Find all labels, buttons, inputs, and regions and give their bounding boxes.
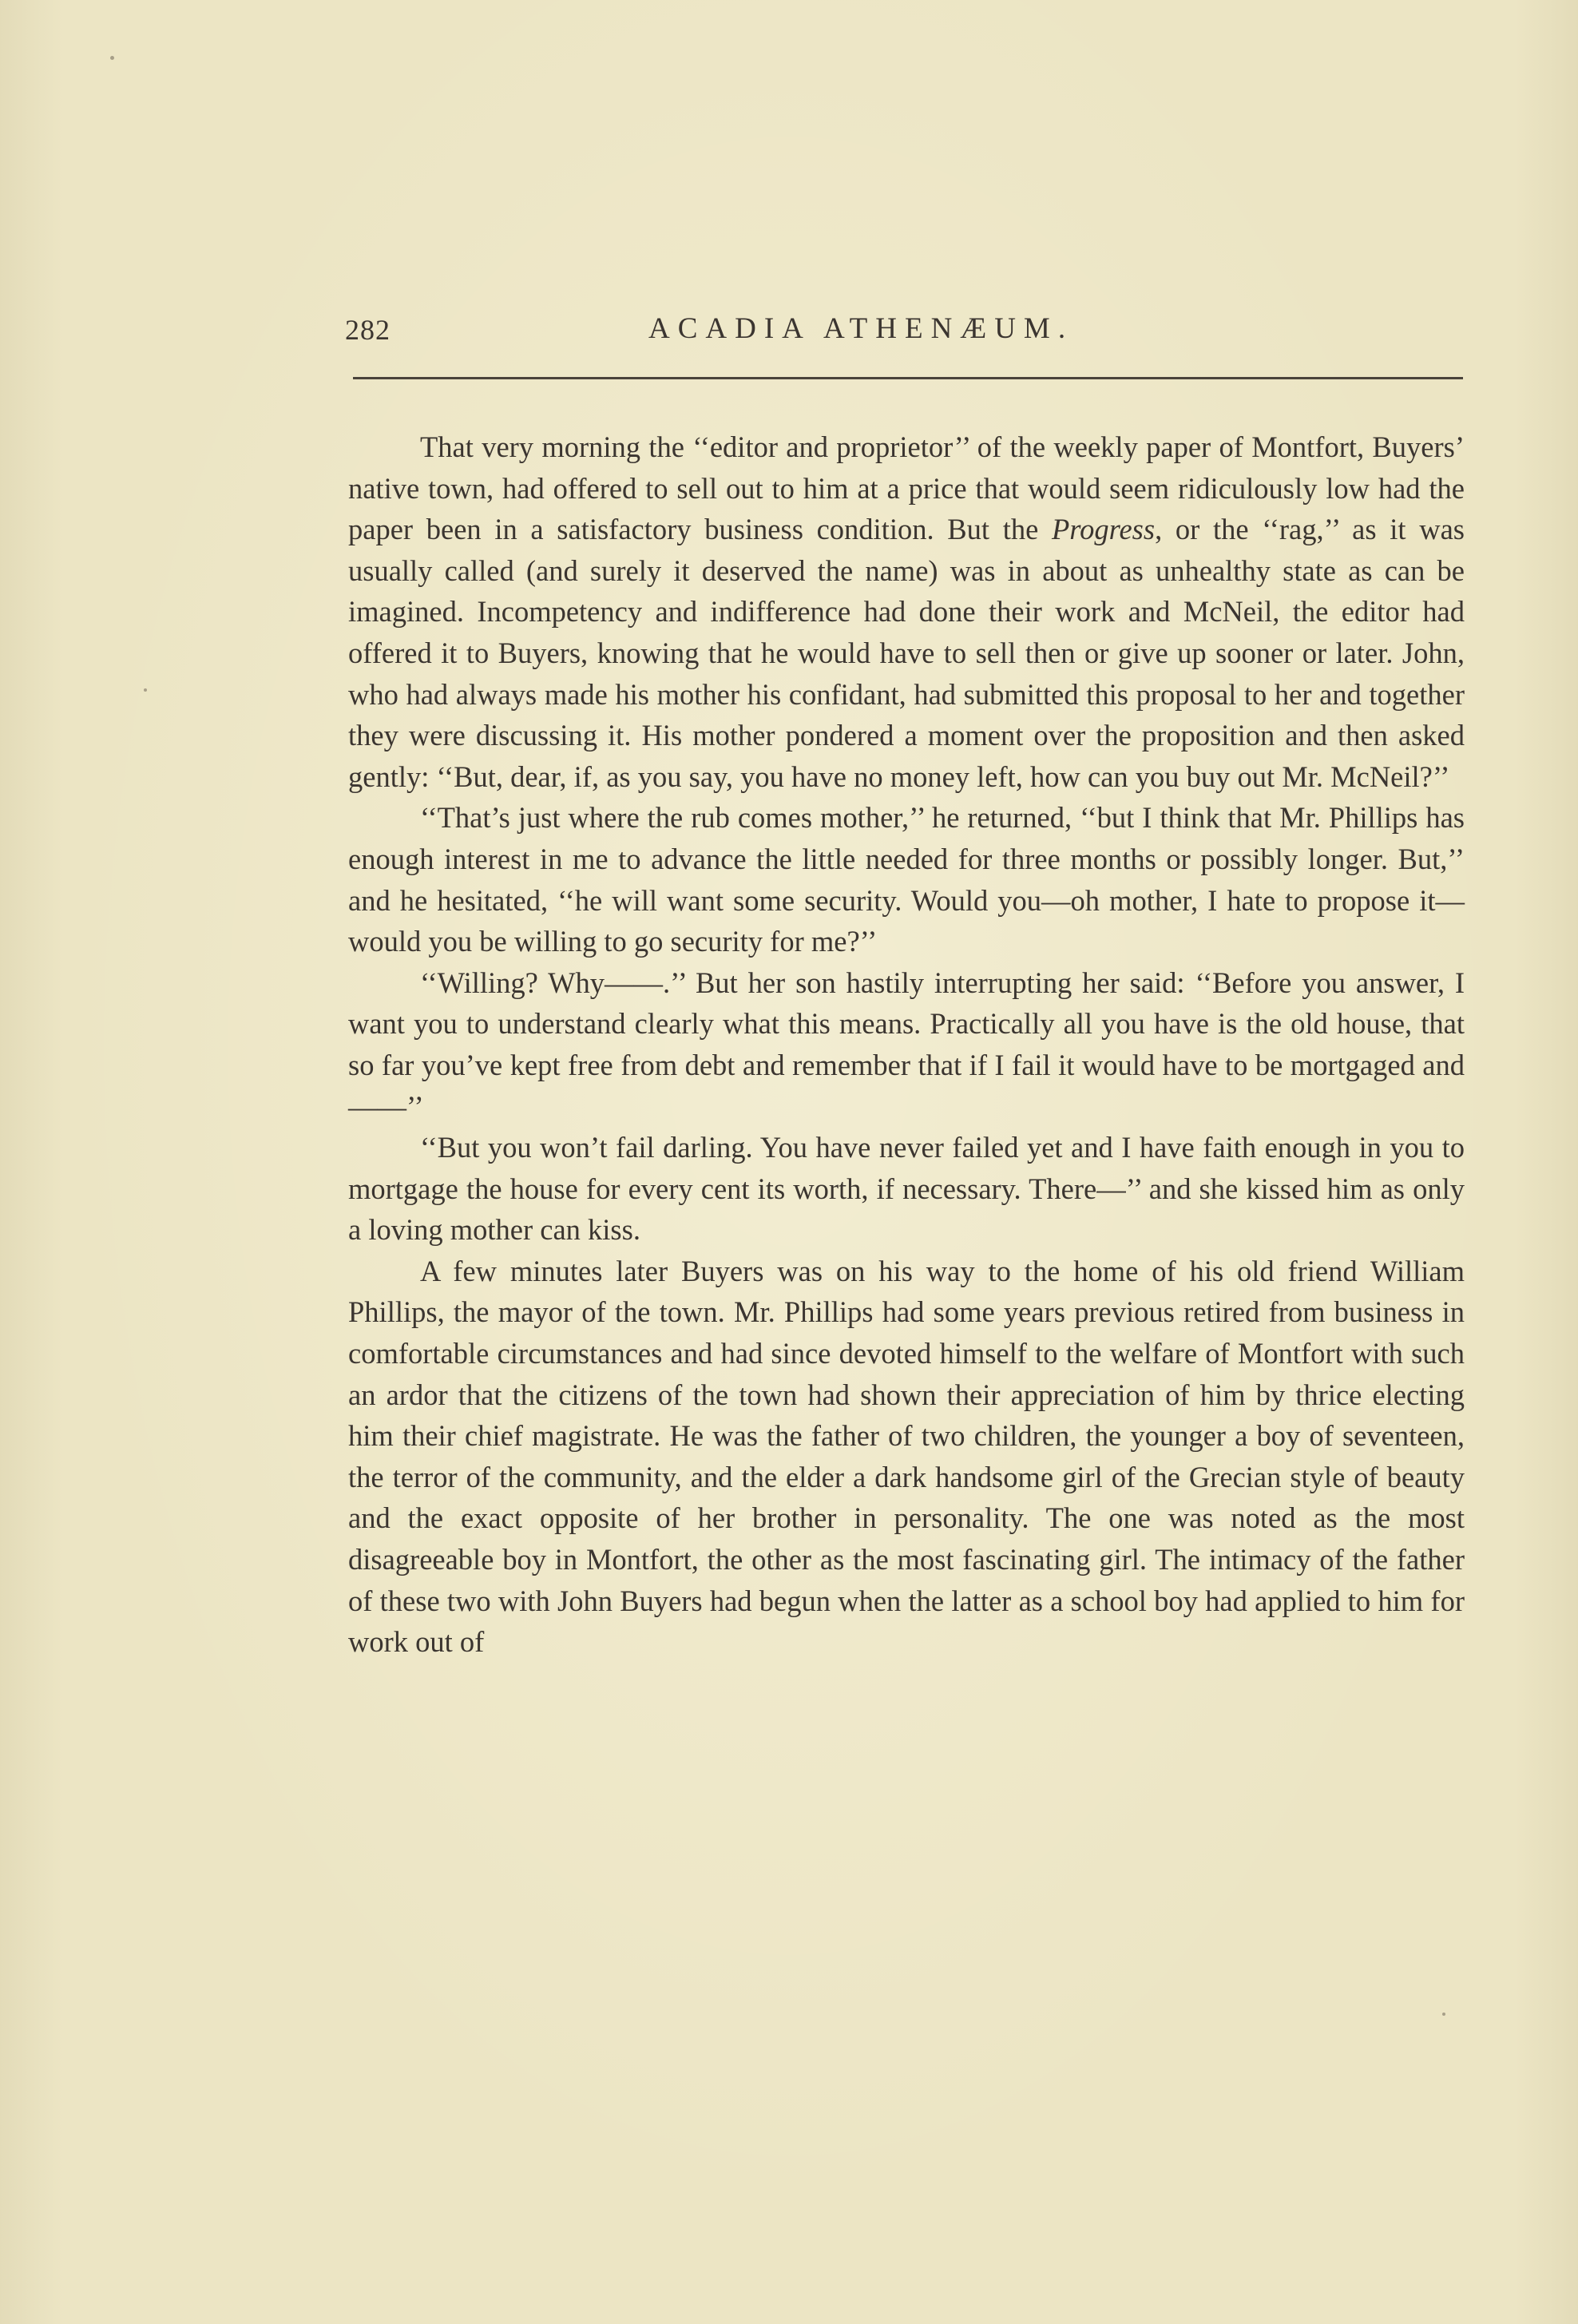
paragraph-1-text-b: , or the ‘‘rag,’’ as it was usually called (and surely it deserved the name) was in about as unhealthy state as can be imagined. Incompetency and indifference had done their work and McNeil, the editor had offered it to Buyers, knowing that he would have to sell then or give up sooner or later. John, who had always made his mother his confidant, had submitted this proposal to her and together they were discussing it. His mother pondered a moment over the proposition and then asked gently: ‘‘But, dear, if, as you say, you have no money left, how can you buy out Mr. McNeil?’’: [348, 513, 1465, 793]
paragraph-4: ‘‘But you won’t fail darling. You have never failed yet and I have faith enough in you to mortgage the house for every cent its worth, if necessary. There—’’ and she kissed him as only a loving mother can kiss.: [348, 1131, 1465, 1247]
paper-speck: [1442, 2013, 1445, 2016]
paper-speck: [144, 688, 147, 692]
paragraph-1: [348, 426, 1465, 797]
paper-speck: [110, 56, 114, 60]
paragraph-3: ‘‘Willing? Why——.’’ But her son hastily interrupting her said: ‘‘Before you answer, I want you to understand clearly what this means. Practically all you have is the old house, that so far you’ve kept free from debt and remember that if I fail it would have to be mortgaged and——’’: [348, 966, 1465, 1123]
paragraph-2: ‘‘That’s just where the rub comes mother,’’ he returned, ‘‘but I think that Mr. Phillips has enough interest in me to advance the little needed for three months or possibly longer. But,’’ and he hesitated, ‘‘he will want some security. Would you—oh mother, I hate to propose it—would you be willing to go security for me?’’: [348, 801, 1465, 958]
running-title: ACADIA ATHENÆUM.: [648, 312, 1074, 345]
newspaper-title: Progress: [1051, 513, 1156, 546]
paragraph-5: A few minutes later Buyers was on his way to the home of his old friend William Phillips, the mayor of the town. Mr. Phillips had some years previous retired from business in comfortable circumstances and had since devoted himself to the welfare of Montfort with such an ardor that the citizens of the town had shown their appreciation of him by thrice electing him their chief magistrate. He was the father of two children, the younger a boy of seventeen, the terror of the community, and the elder a dark handsome girl of the Grecian style of beauty and the exact opposite of her brother in personality. The one was noted as the most disagreeable boy in Montfort, the other as the most fascinating girl. The intimacy of the father of these two with John Buyers had begun when the latter as a school boy had applied to him for work out of: [348, 1254, 1465, 1659]
page-number: 282: [345, 314, 391, 346]
header-rule: [353, 377, 1463, 379]
page-header: [345, 305, 1463, 361]
article-body: [348, 426, 1465, 1663]
paragraph-1-text-a: That very morning the ‘‘editor and proprietor’’ of the weekly paper of Montfort, Buyers’ native town, had offered to sell out to him at a price that would seem ridiculously low had the paper been in a satisfactory business condition. But the: [348, 430, 1465, 546]
